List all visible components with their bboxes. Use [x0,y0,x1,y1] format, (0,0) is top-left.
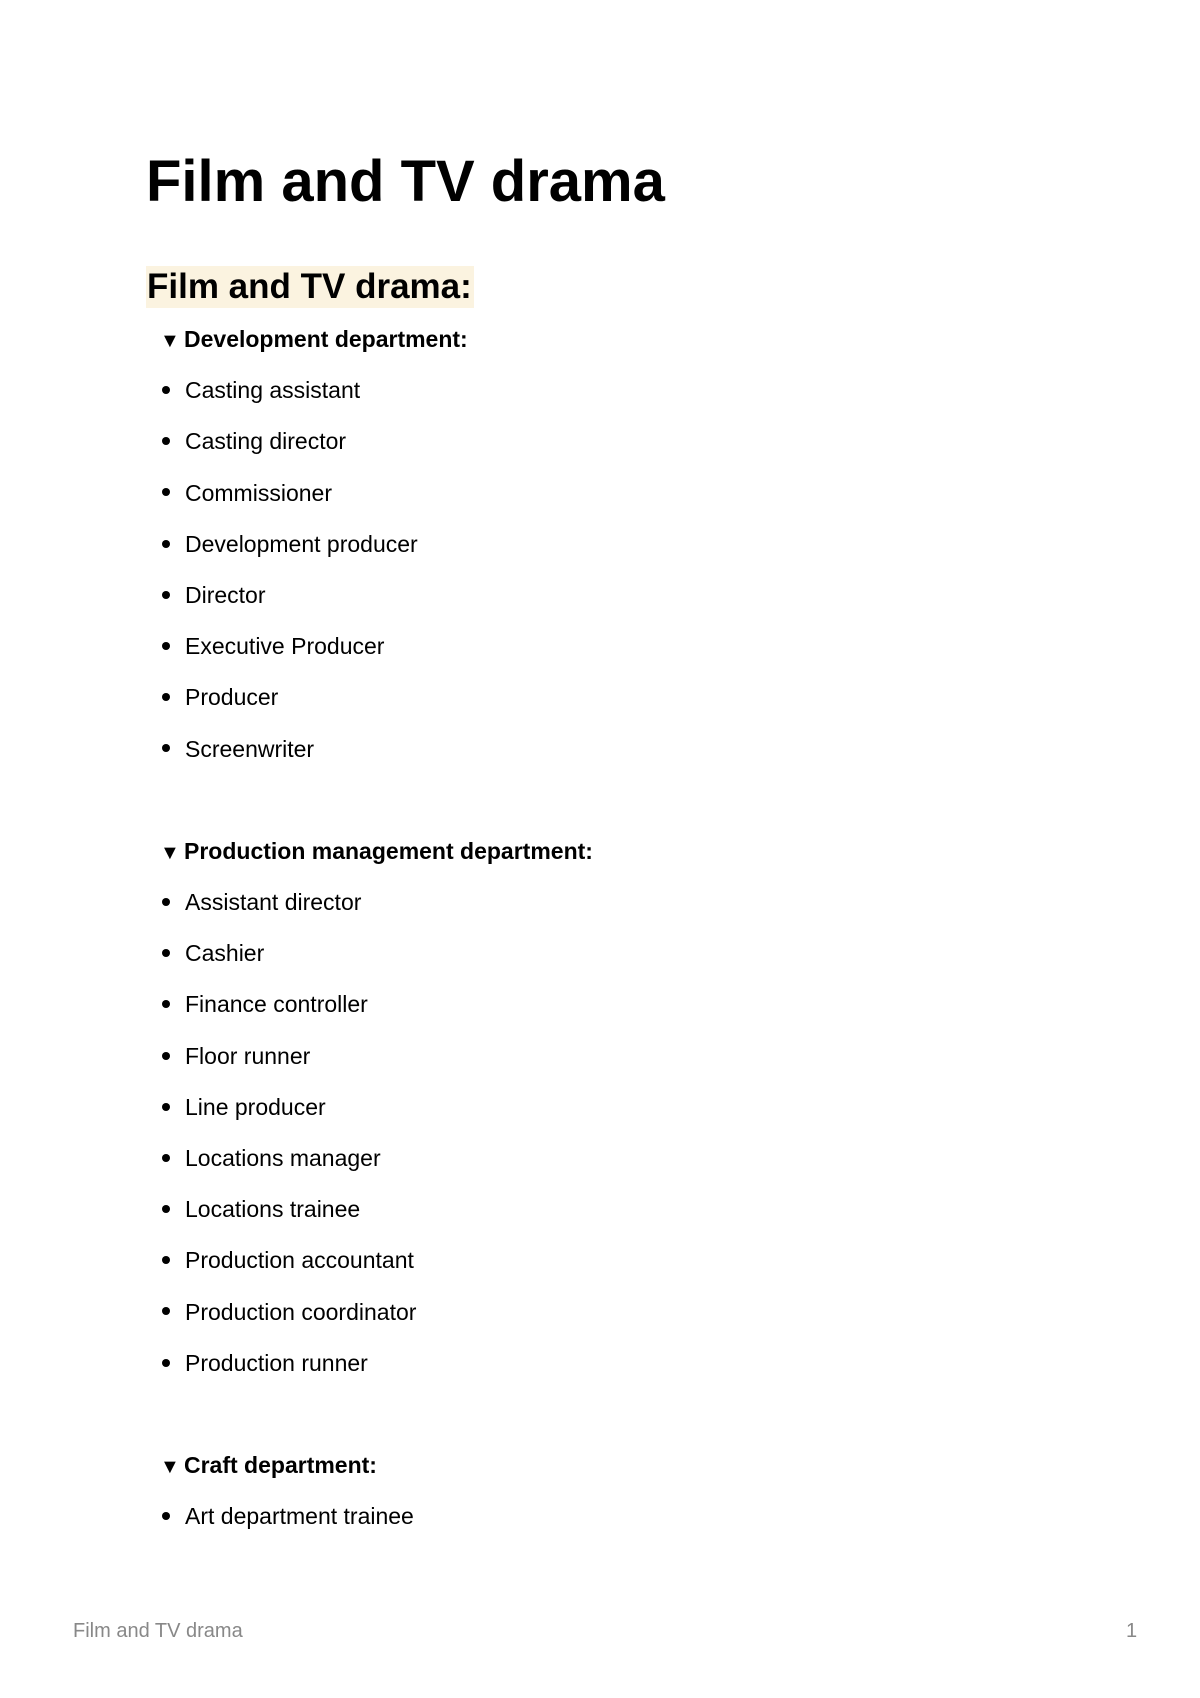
bullet-icon [162,437,170,445]
list-item [160,519,593,570]
spacer [160,775,593,826]
list-item-text: Screenwriter [185,735,315,762]
list-item [160,928,593,979]
list-item [160,365,593,416]
list-item-text: Locations trainee [185,1196,361,1223]
triangle-down-icon: ▼ [160,330,180,352]
list-item-text: Executive Producer [185,633,385,660]
bullet-icon [162,1000,170,1008]
list-item [160,1082,593,1133]
list-item-text: Locations manager [185,1145,381,1171]
list-item-text: Line producer [185,1093,326,1120]
list-item [160,1031,593,1082]
list-item-text: Commissioner [185,479,332,506]
page-title: Film and TV drama [146,149,665,214]
bullet-icon [162,1307,170,1315]
bullet-icon [162,1359,170,1367]
department-label: Craft department: [184,1452,377,1479]
bullet-icon [162,1052,170,1060]
list-item-text: Production accountant [185,1247,414,1274]
list-item [160,1133,593,1184]
spacer [160,1389,593,1440]
list-item-text: Floor runner [185,1042,311,1069]
list-item-text: Finance controller [185,991,368,1018]
list-item-text: Cashier [185,940,265,967]
toggle-heading[interactable] [160,826,593,877]
list-item-text: Assistant director [185,889,362,916]
bullet-icon [162,642,170,650]
bullet-icon [162,1154,170,1162]
bullet-icon [162,744,170,752]
bullet-icon [162,1205,170,1213]
department-label: Production management department: [184,837,593,864]
bullet-icon [162,540,170,548]
bullet-icon [162,386,170,394]
list-item [160,468,593,519]
list-item [160,1235,593,1286]
bullet-icon [162,898,170,906]
toggle-heading[interactable] [160,314,593,365]
list-item [160,1491,593,1542]
list-item-text: Casting assistant [185,377,361,404]
department-lists [160,314,593,1543]
list-item-text: Producer [185,684,279,711]
toggle-heading[interactable] [160,1440,593,1491]
list-item [160,1184,593,1235]
triangle-down-icon: ▼ [160,841,180,864]
bullet-icon [162,949,170,957]
triangle-down-icon: ▼ [160,1456,180,1479]
list-item [160,877,593,928]
list-item-text: Development producer [185,530,418,557]
bullet-icon [162,1103,170,1111]
list-item-text: Production runner [185,1349,368,1376]
list-item [160,570,593,621]
section-heading: Film and TV drama: [147,267,472,306]
list-item [160,1338,593,1389]
footer-title: Film and TV drama [73,1620,243,1642]
list-item [160,724,593,775]
bullet-icon [162,1256,170,1264]
list-item-text: Casting director [185,428,347,455]
bullet-icon [162,1512,170,1520]
page-number: 1 [1126,1620,1138,1642]
department-label: Development department: [184,326,468,352]
bullet-icon [162,591,170,599]
list-item [160,672,593,723]
list-item-text: Director [185,581,266,608]
bullet-icon [162,693,170,701]
list-item-text: Production coordinator [185,1298,417,1325]
list-item [160,1287,593,1338]
list-item-text: Art department trainee [185,1503,414,1530]
list-item [160,621,593,672]
bullet-icon [162,488,170,496]
list-item [160,979,593,1030]
list-item [160,416,593,467]
